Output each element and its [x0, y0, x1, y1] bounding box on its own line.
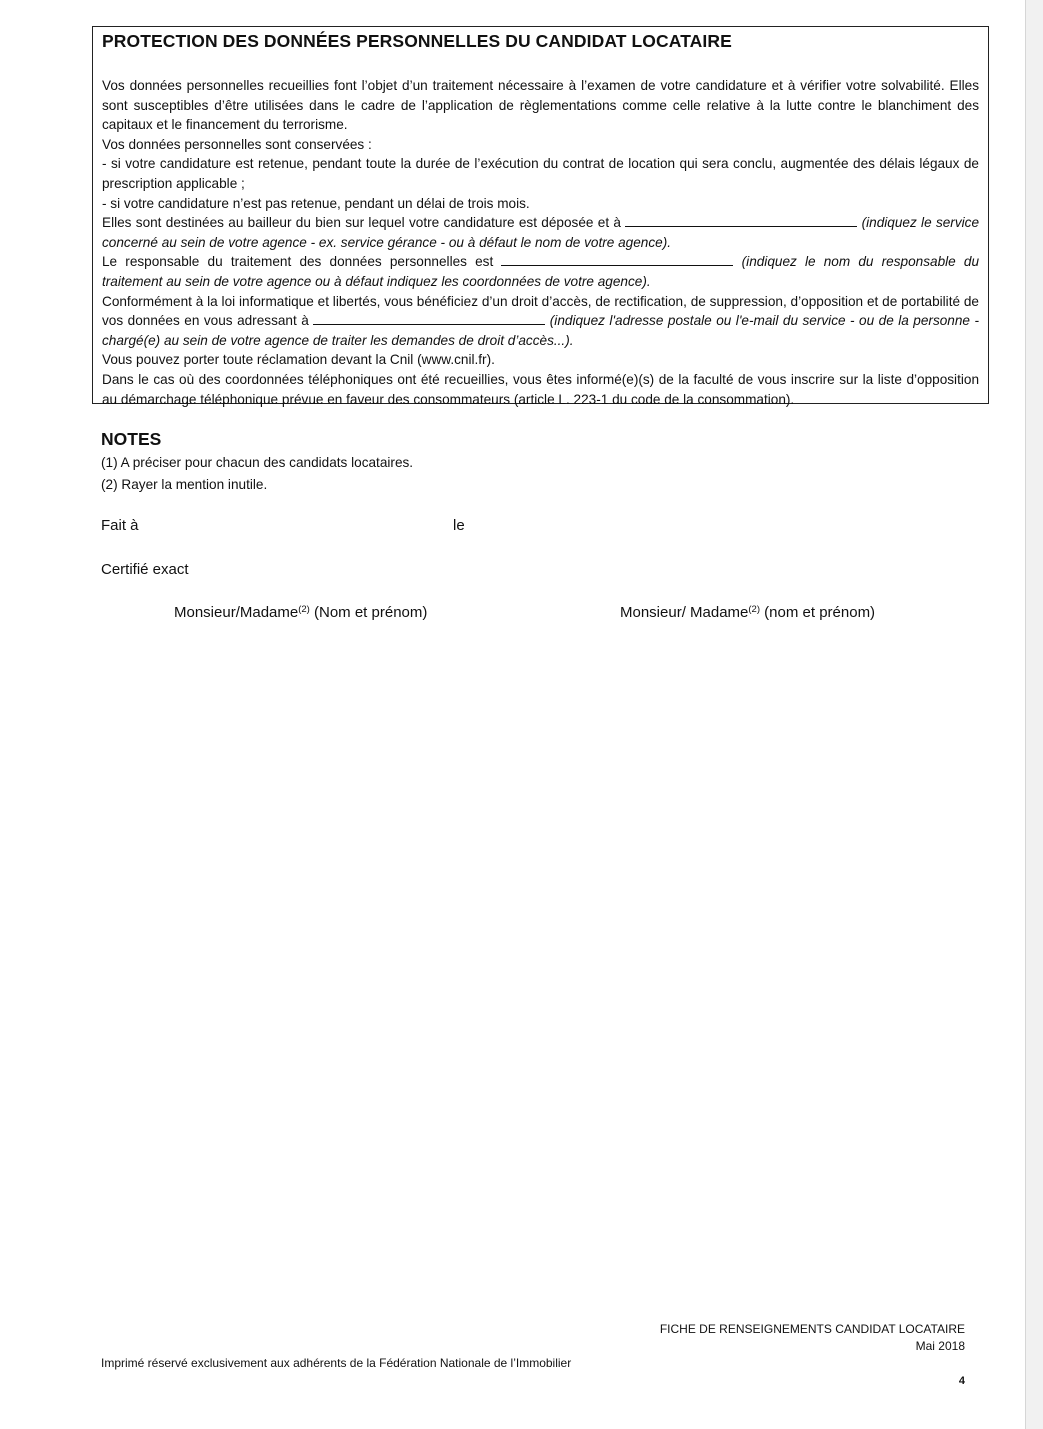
paragraph-phone-opposition: Dans le cas où des coordonnées téléphoniques ont été recueillies, vous êtes informé(e)(s) de la faculté de vous inscrire sur la liste d’opposition au démarchage téléphonique prévue en faveur des consommateurs (article L. 223-1 du code de la consommation).: [102, 371, 979, 407]
paragraph-retention-rejected: - si votre candidature n’est pas retenue, pendant un délai de trois mois.: [102, 195, 530, 211]
sig1-footnote-ref: (2): [298, 604, 310, 615]
paragraph-controller: [102, 252, 979, 291]
rights-blank-line[interactable]: [313, 312, 545, 325]
footer-reserved-notice: Imprimé réservé exclusivement aux adhérents de la Fédération Nationale de l’Immobilier: [101, 1356, 572, 1370]
certified-label: Certifié exact: [101, 561, 189, 578]
signature-candidate-2: [620, 604, 875, 621]
recipients-text: Elles sont destinées au bailleur du bien sur lequel votre candidature est déposée et à: [102, 215, 621, 231]
paragraph-purpose: Vos données personnelles recueillies font l’objet d’un traitement nécessaire à l’examen de votre candidature et à vérifier votre solvabilité. Elles sont susceptibles d’être utilisées dans le cadre de l’application de règlementations comme celle relative à la lutte contre le blanchiment des capitaux et le financement du terrorisme.: [102, 78, 979, 133]
controller-text: Le responsable du traitement des données personnelles est: [102, 254, 494, 270]
controller-instruction: (indiquez le nom du responsable du traitement au sein de votre agence ou à défaut indiquez les coordonnées de votre agence).: [102, 254, 980, 289]
paragraph-retention: Vos données personnelles sont conservées :: [102, 136, 372, 152]
rights-instruction: (indiquez l'adresse postale ou l'e-mail du service - ou de la personne - chargé(e) au sein de votre agence de traiter les demandes de droit d’accès...).: [102, 313, 979, 348]
data-protection-box: [92, 26, 989, 407]
date-label: le: [453, 517, 465, 534]
footer-date: Mai 2018: [915, 1339, 965, 1353]
footer-form-name: FICHE DE RENSEIGNEMENTS CANDIDAT LOCATAIRE: [659, 1322, 965, 1336]
paragraph-rights: [102, 292, 979, 351]
note-2: (2) Rayer la mention inutile.: [101, 477, 268, 492]
rights-text: Conformément à la loi informatique et libertés, vous bénéficiez d’un droit d’accès, de rectification, de suppression, d’opposition et de portabilité de vos données en vous adressant à: [102, 293, 979, 329]
place-label: Fait à: [101, 517, 139, 534]
controller-blank-line[interactable]: [501, 253, 733, 266]
paragraph-recipients: [102, 213, 979, 252]
recipient-blank-line[interactable]: [625, 214, 857, 227]
viewer-scrollbar[interactable]: [1025, 0, 1043, 1429]
paragraph-retention-accepted: - si votre candidature est retenue, pendant toute la durée de l’exécution du contrat de location qui sera conclu, augmentée des délais légaux de prescription applicable ;: [102, 156, 979, 191]
sig1-title: Monsieur/Madame: [174, 604, 299, 621]
sig1-name-hint: (Nom et prénom): [309, 604, 428, 621]
paragraph-cnil: Vous pouvez porter toute réclamation devant la Cnil (www.cnil.fr).: [102, 352, 495, 368]
recipients-instruction: (indiquez le service concerné au sein de votre agence - ex. service gérance - ou à défaut le nom de votre agence).: [102, 215, 980, 250]
sig2-name-hint: (nom et prénom): [760, 604, 876, 621]
note-1: (1) A préciser pour chacun des candidats locataires.: [101, 455, 414, 470]
data-protection-title: PROTECTION DES DONNÉES PERSONNELLES DU CANDIDAT LOCATAIRE: [102, 31, 732, 51]
signature-candidate-1: [174, 604, 427, 621]
notes-title: NOTES: [101, 429, 162, 449]
sig2-title: Monsieur/ Madame: [620, 604, 749, 621]
sig2-footnote-ref: (2): [748, 604, 761, 615]
page-number: 4: [958, 1375, 965, 1387]
